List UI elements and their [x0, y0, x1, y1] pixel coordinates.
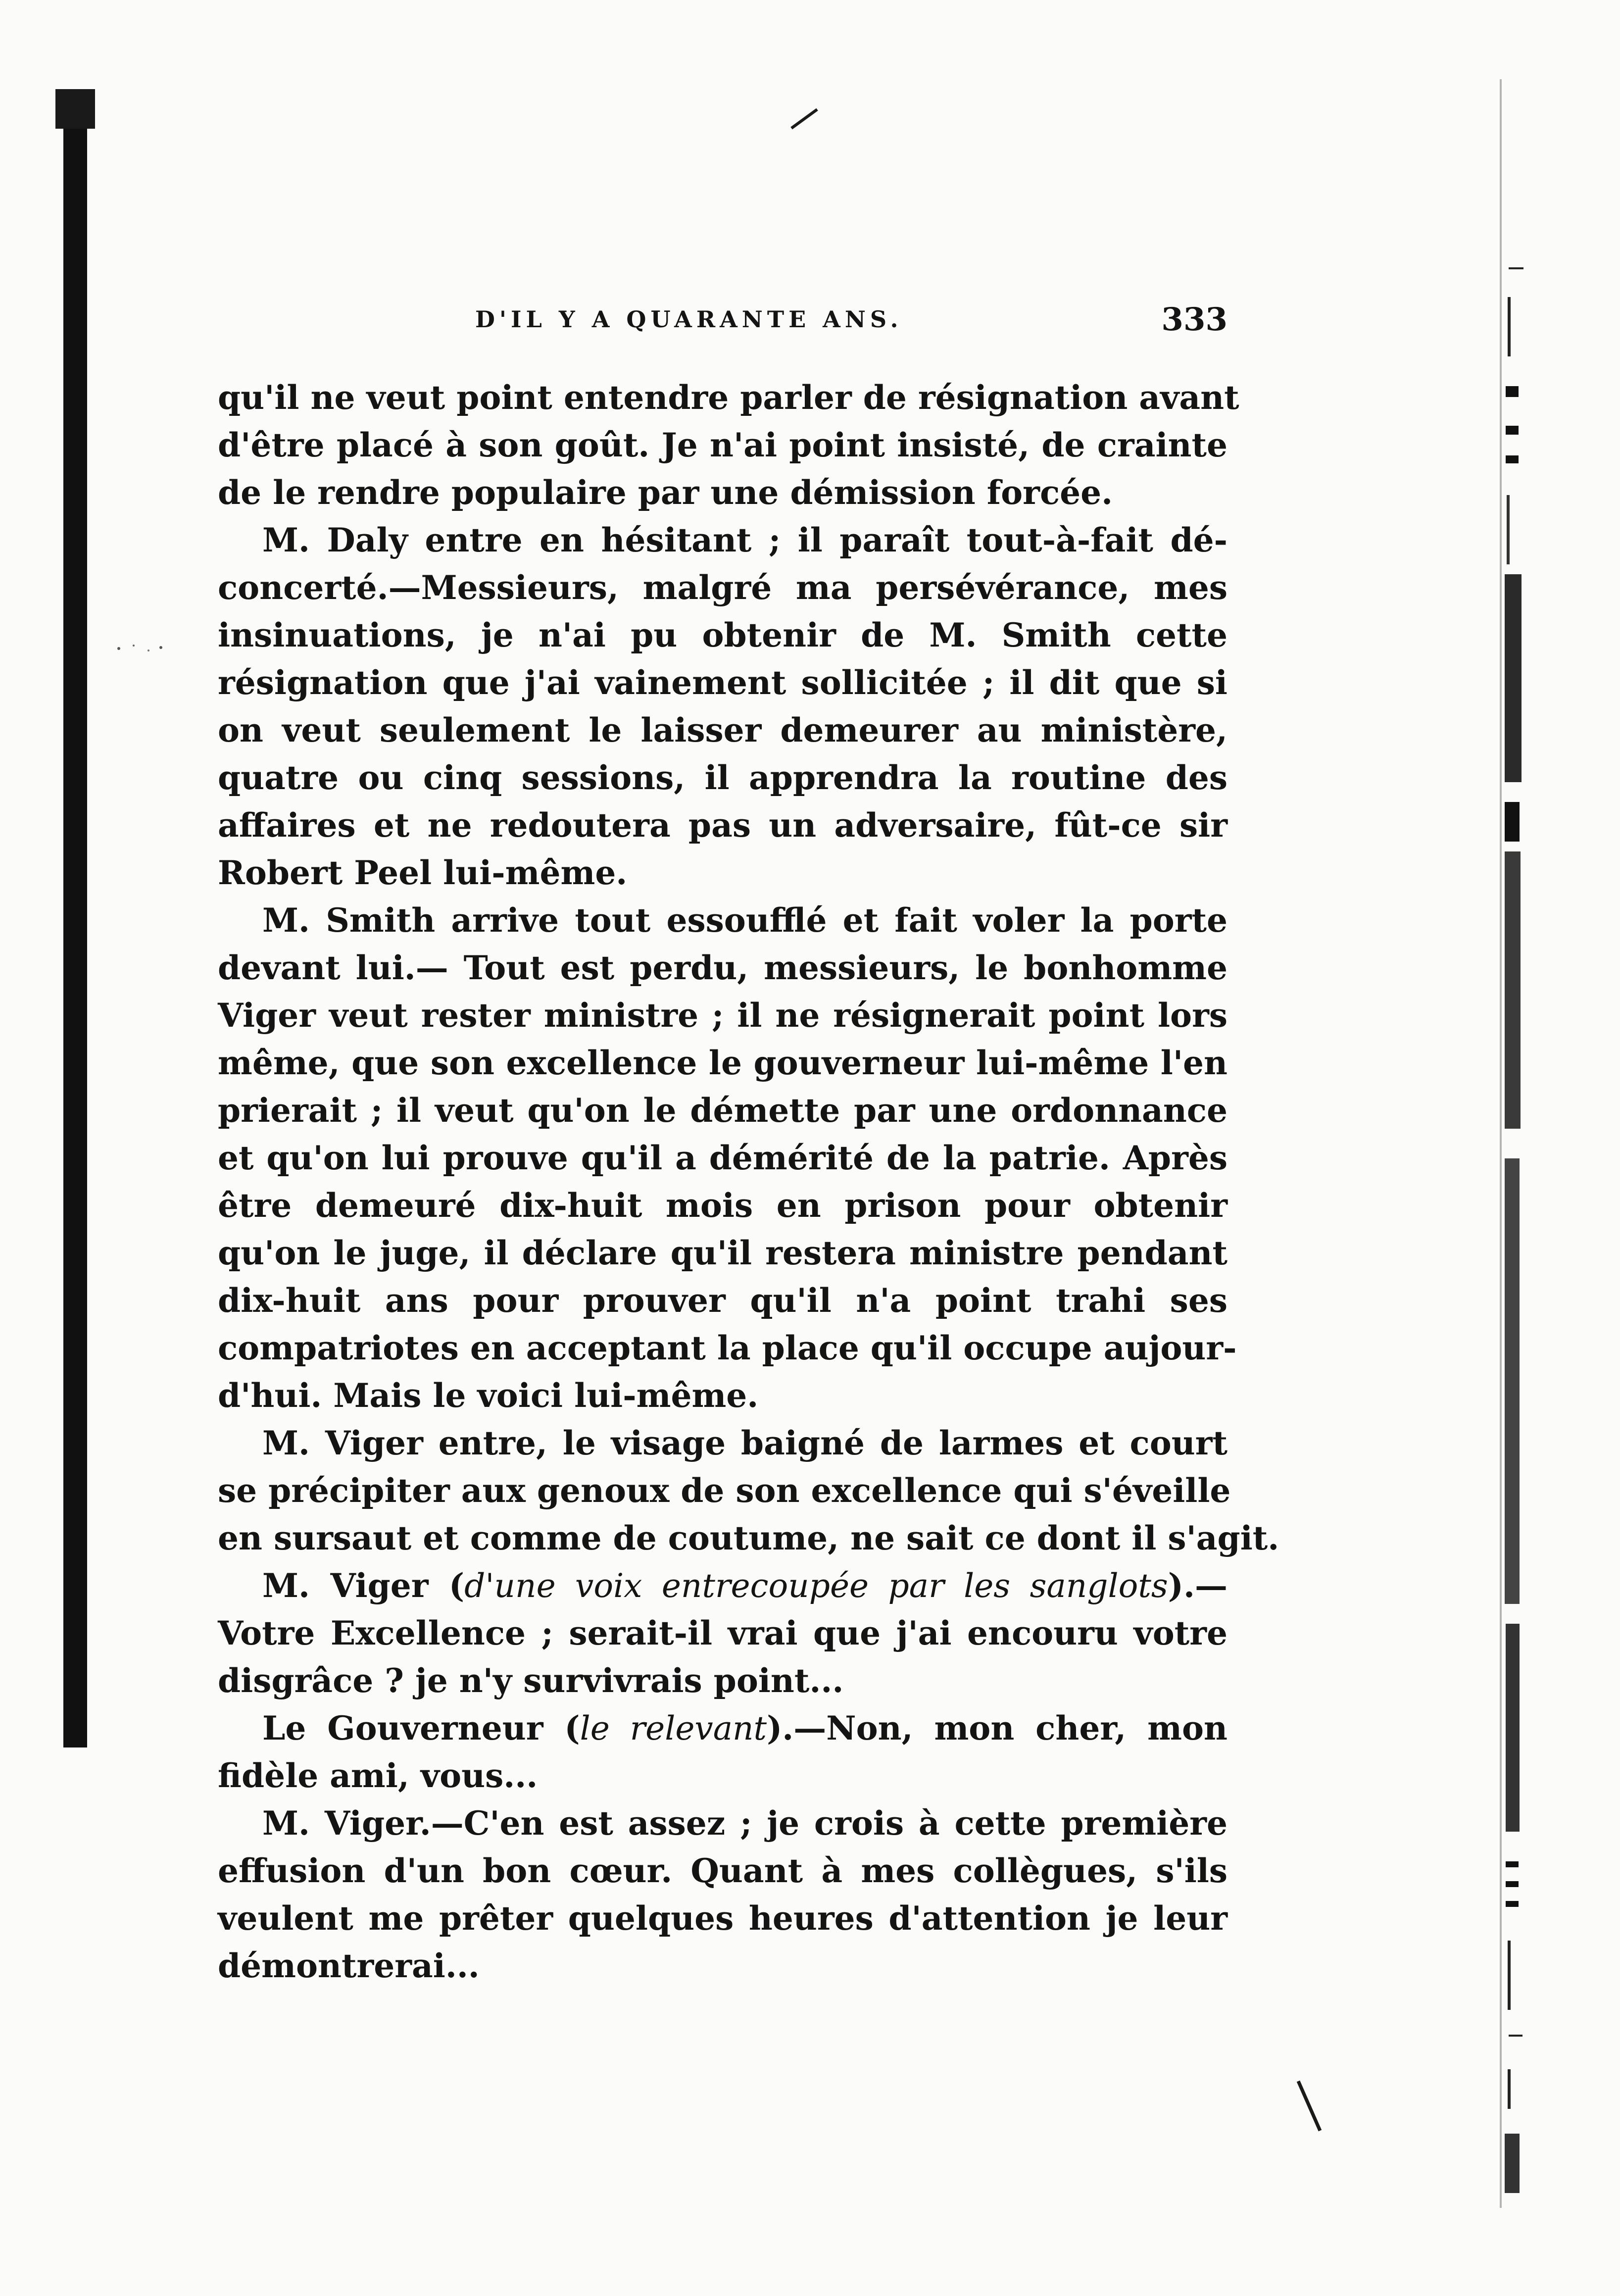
text-line: de le rendre populaire par une démission forcée. — [218, 473, 1113, 512]
body-text — [218, 374, 1279, 1990]
text-line: quatre ou cinq sessions, il apprendra la routine des — [218, 758, 1227, 797]
text-line: M. Viger.—C'en est assez ; je crois à cette première — [262, 1804, 1227, 1843]
line-suffix: ).—Non, mon cher, mon — [767, 1709, 1227, 1747]
text-line: résignation que j'ai vainement sollicitée ; il dit que si — [218, 663, 1227, 702]
line-prefix: M. Viger ( — [262, 1566, 465, 1605]
text-line: prierait ; il veut qu'on le démette par une ordonnance — [218, 1091, 1227, 1130]
text-line: démontrerai... — [218, 1947, 480, 1985]
text-line: Viger veut rester ministre ; il ne résignerait point lors — [218, 996, 1227, 1035]
text-line: qu'on le juge, il déclare qu'il restera ministre pendant — [218, 1234, 1227, 1272]
page-number: 333 — [1161, 301, 1227, 338]
text-line: Votre Excellence ; serait-il vrai que j'ai encouru votre — [218, 1614, 1227, 1652]
scan-noise-right-edge — [1485, 79, 1529, 2208]
text-line: même, que son excellence le gouverneur lui-même l'en — [218, 1044, 1227, 1082]
text-line: disgrâce ? je n'y survivrais point... — [218, 1661, 844, 1700]
binding-shadow — [63, 89, 87, 1747]
text-line: affaires et ne redoutera pas un adversaire, fût-ce sir — [218, 806, 1227, 845]
text-line: dix-huit ans pour prouver qu'il n'a point trahi ses — [218, 1281, 1227, 1320]
text-line: M. Daly entre en hésitant ; il paraît tout-à-fait dé- — [262, 521, 1227, 559]
running-header — [218, 301, 1227, 341]
ink-mark-bottom — [1294, 2079, 1324, 2134]
running-title: D'IL Y A QUARANTE ANS. — [475, 306, 903, 333]
text-line: compatriotes en acceptant la place qu'il occupe aujour- — [218, 1329, 1237, 1367]
line-prefix: Le Gouverneur ( — [262, 1709, 580, 1747]
text-line: concerté.—Messieurs, malgré ma persévérance, mes — [218, 568, 1227, 607]
text-line: insinuations, je n'ai pu obtenir de M. Smith cette — [218, 616, 1227, 654]
text-line: M. Viger entre, le visage baigné de larmes et court — [262, 1424, 1227, 1462]
text-line: M. Smith arrive tout essoufflé et fait voler la porte — [262, 901, 1227, 940]
text-line: se précipiter aux genoux de son excellence qui s'éveille — [218, 1471, 1231, 1510]
text-line: qu'il ne veut point entendre parler de résignation avant — [218, 378, 1239, 417]
text-line: effusion d'un bon cœur. Quant à mes collègues, s'ils — [218, 1851, 1227, 1890]
text-line: en sursaut et comme de coutume, ne sait ce dont il s'agit. — [218, 1519, 1279, 1557]
text-line: Robert Peel lui-même. — [218, 853, 628, 892]
text-line: devant lui.— Tout est perdu, messieurs, le bonhomme — [218, 948, 1227, 987]
binding-shadow-top — [55, 89, 95, 129]
stage-direction: d'une voix entrecoupée par les sanglots — [464, 1567, 1168, 1605]
text-line — [218, 1562, 1227, 1609]
text-line: d'hui. Mais le voici lui-même. — [218, 1376, 759, 1415]
text-line: fidèle ami, vous... — [218, 1756, 538, 1795]
ink-mark-top — [789, 106, 819, 131]
text-line: et qu'on lui prouve qu'il a démérité de la patrie. Après — [218, 1139, 1227, 1177]
text-line: veulent me prêter quelques heures d'attention je leur — [218, 1899, 1227, 1938]
text-line: être demeuré dix-huit mois en prison pour obtenir — [218, 1186, 1227, 1225]
line-suffix: ).— — [1168, 1566, 1227, 1605]
scan-noise-left — [114, 639, 168, 658]
text-line: on veut seulement le laisser demeurer au ministère, — [218, 711, 1227, 749]
text-line — [218, 1704, 1227, 1752]
text-line: d'être placé à son goût. Je n'ai point insisté, de crainte — [218, 426, 1227, 464]
stage-direction: le relevant — [580, 1709, 767, 1747]
